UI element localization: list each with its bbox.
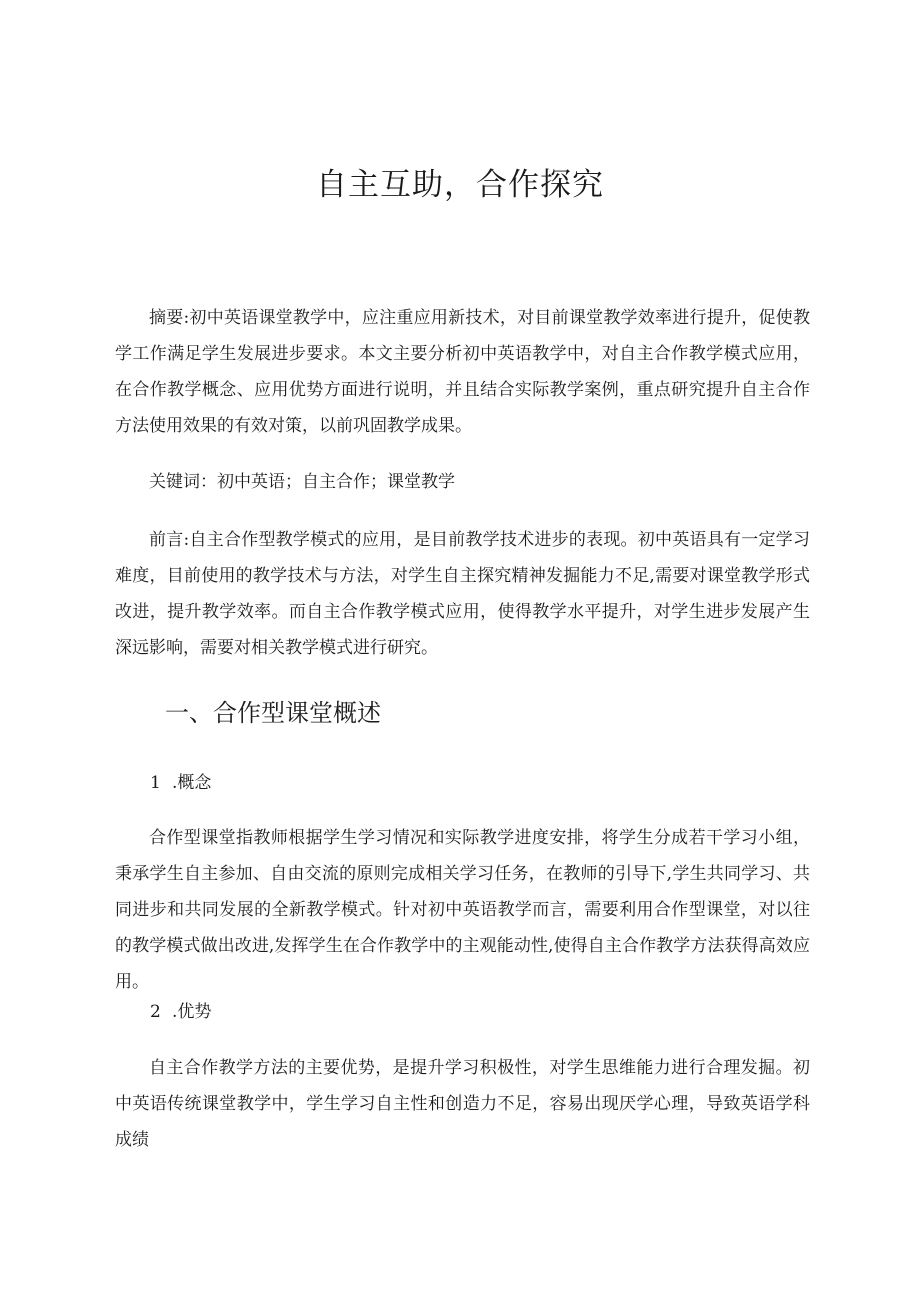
subheading-title: .概念 <box>172 773 212 793</box>
subheading-advantage <box>150 997 211 1027</box>
keywords-paragraph <box>115 464 810 500</box>
abstract-label: 摘要: <box>149 308 190 328</box>
preface-paragraph <box>115 522 810 666</box>
subheading-concept <box>150 768 211 798</box>
keywords-text: 初中英语；自主合作；课堂教学 <box>217 472 455 492</box>
preface-text: 自主合作型教学模式的应用，是目前教学技术进步的表现。初中英语具有一定学习难度，目前使用的教学技术与方法，对学生自主探究精神发掘能力不足,需要对课堂教学形式改进，提升教学效率。而自主合作教学模式应用，使得教学水平提升，对学生进步发展产生深远影响，需要对相关教学模式进行研究。 <box>115 530 810 658</box>
section-heading: 一、合作型课堂概述 <box>165 699 381 727</box>
subheading-number: 1 <box>150 773 161 793</box>
subheading-number: 2 <box>150 1002 161 1022</box>
subheading-title: .优势 <box>172 1002 212 1022</box>
concept-paragraph: 合作型课堂指教师根据学生学习情况和实际教学进度安排，将学生分成若干学习小组，秉承学生自主参加、自由交流的原则完成相关学习任务，在教师的引导下,学生共同学习、共同进步和共同发展的全新教学模式。针对初中英语教学而言，需要利用合作型课堂，对以往的教学模式做出改进,发挥学生在合作教学中的主观能动性,使得自主合作教学方法获得高效应用。 <box>115 828 810 992</box>
keywords-label: 关键词： <box>149 472 217 492</box>
abstract-text: 初中英语课堂教学中，应注重应用新技术，对目前课堂教学效率进行提升，促使教学工作满足学生发展进步要求。本文主要分析初中英语教学中，对自主合作教学模式应用，在合作教学概念、应用优势方面进行说明，并且结合实际教学案例，重点研究提升自主合作方法使用效果的有效对策，以前巩固教学成果。 <box>115 308 810 436</box>
abstract-paragraph <box>115 300 810 444</box>
advantage-paragraph: 自主合作教学方法的主要优势，是提升学习积极性，对学生思维能力进行合理发掘。初中英语传统课堂教学中，学生学习自主性和创造力不足，容易出现厌学心理，导致英语学科成绩 <box>115 1058 810 1150</box>
preface-label: 前言: <box>149 530 190 550</box>
document-title: 自主互助，合作探究 <box>316 167 604 203</box>
